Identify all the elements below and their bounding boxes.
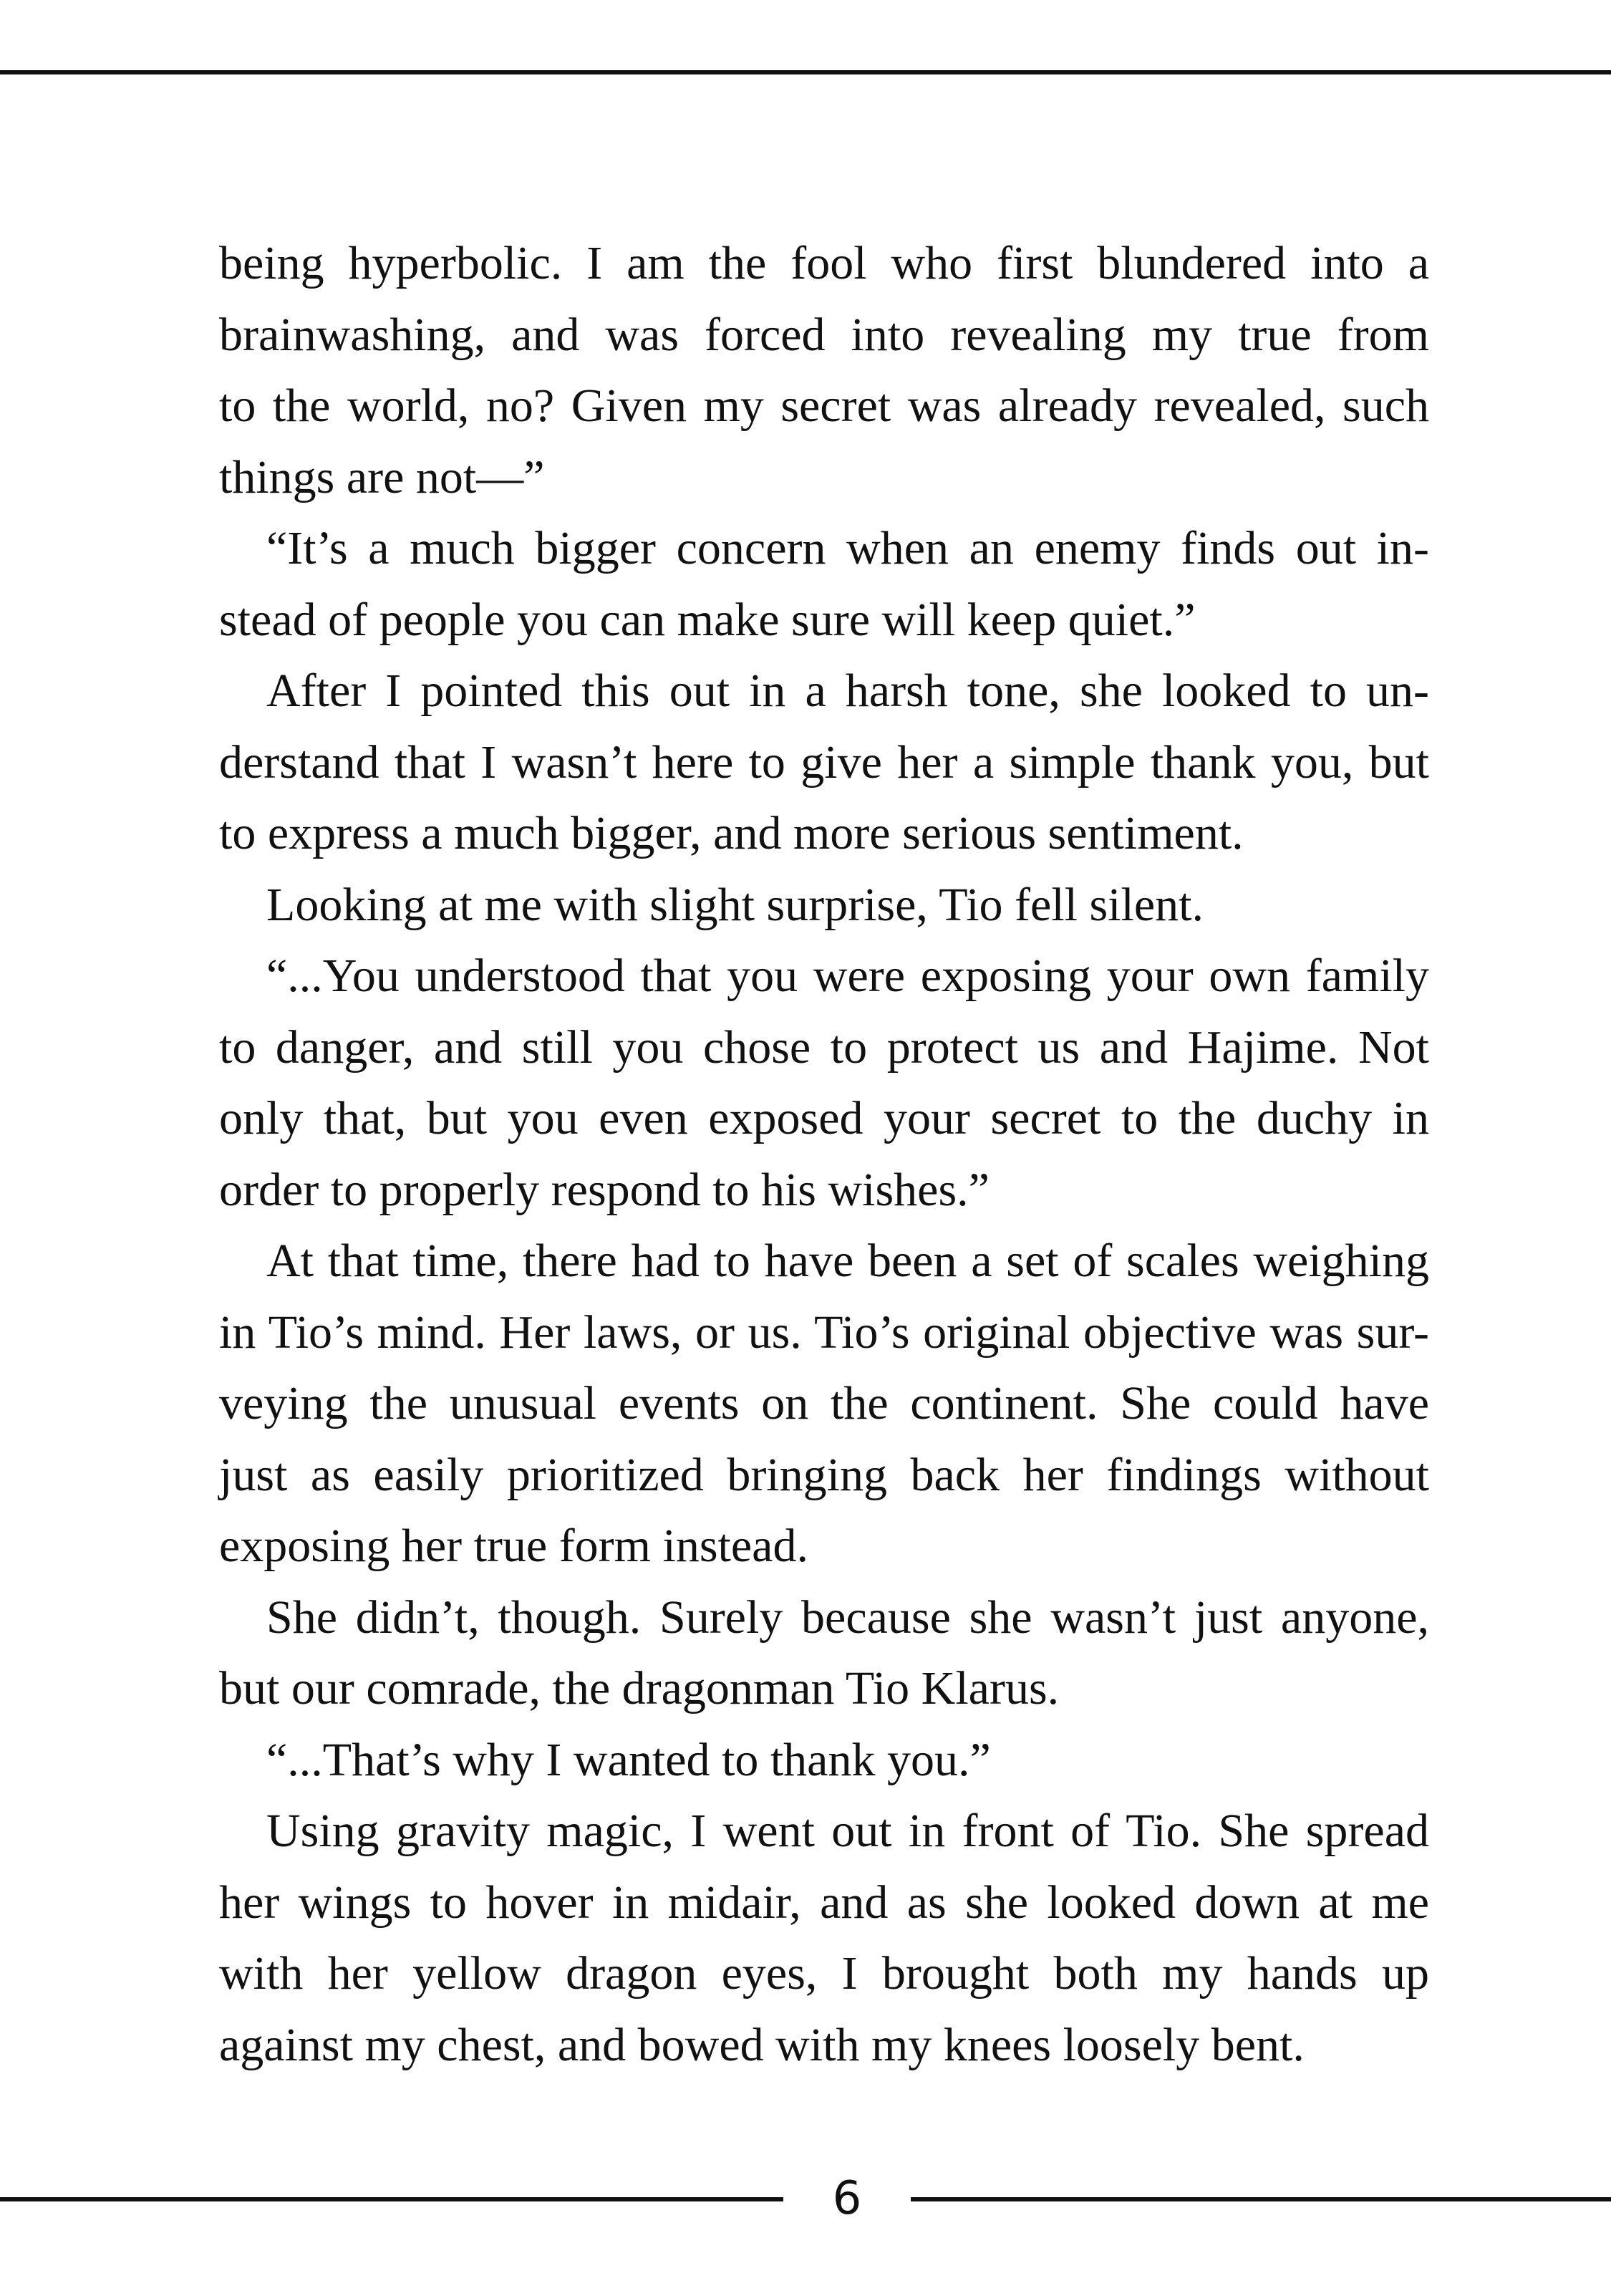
text-line: just as easily prioritized bringing back her findings without	[219, 1448, 1429, 1501]
text-line: Using gravity magic, I went out in front of Tio. She spread	[266, 1805, 1429, 1857]
header-rule	[0, 70, 1611, 74]
text-line: with her yellow dragon eyes, I brought both my hands up	[219, 1947, 1429, 2000]
text-line: against my chest, and bowed with my knees loosely bent.	[219, 2018, 1305, 2071]
text-line: to danger, and still you chose to protect us and Hajime. Not	[219, 1021, 1429, 1074]
text-line: but our comrade, the dragonman Tio Klarus.	[219, 1662, 1060, 1714]
text-line: to the world, no? Given my secret was already revealed, such	[219, 380, 1429, 432]
text-line: veying the unusual events on the continent. She could have	[219, 1377, 1429, 1429]
text-line: being hyperbolic. I am the fool who first blundered into a	[219, 237, 1429, 289]
text-line: brainwashing, and was forced into revealing my true from	[219, 308, 1429, 361]
text-line: “...That’s why I wanted to thank you.”	[266, 1733, 991, 1786]
text-line: in Tio’s mind. Her laws, or us. Tio’s original objective was sur-	[219, 1306, 1429, 1359]
text-line: At that time, there had to have been a set of scales weighing	[266, 1235, 1429, 1287]
text-line: order to properly respond to his wishes.”	[219, 1163, 990, 1216]
text-line: only that, but you even exposed your secret to the duchy in	[219, 1092, 1429, 1144]
text-line: to express a much bigger, and more serious sentiment.	[219, 807, 1244, 859]
text-line: She didn’t, though. Surely because she wasn’t just anyone,	[266, 1591, 1429, 1644]
text-line: After I pointed this out in a harsh tone, she looked to un-	[266, 665, 1429, 717]
footer-rule-left	[0, 2197, 783, 2201]
text-line: derstand that I wasn’t here to give her a simple thank you, but	[219, 735, 1429, 788]
text-line: exposing her true form instead.	[219, 1520, 808, 1572]
text-line: “It’s a much bigger concern when an enemy finds out in-	[266, 522, 1429, 574]
text-line: stead of people you can make sure will keep quiet.”	[219, 593, 1196, 646]
footer-rule-right	[911, 2197, 1611, 2201]
text-line: things are not—”	[219, 450, 545, 503]
text-line: “...You understood that you were exposing your own family	[266, 950, 1429, 1002]
text-line: Looking at me with slight surprise, Tio fell silent.	[266, 878, 1204, 931]
page-number: 6	[832, 2172, 862, 2225]
page-body-text	[219, 228, 1429, 2080]
text-line: her wings to hover in midair, and as she looked down at me	[219, 1876, 1429, 1929]
